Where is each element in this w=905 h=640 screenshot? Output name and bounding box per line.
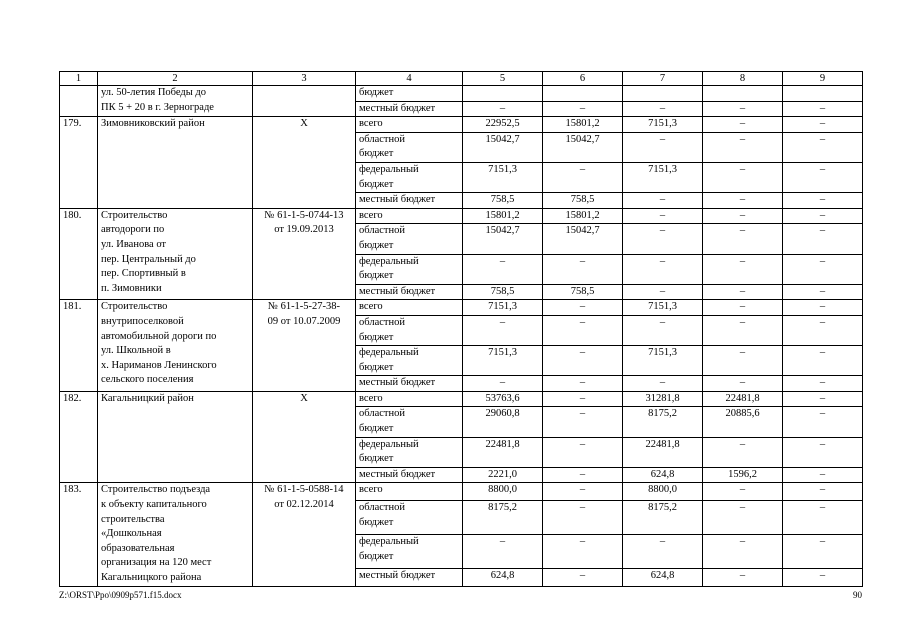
- funding-source-cell: всего: [356, 391, 463, 407]
- col-header: 8: [703, 72, 783, 86]
- value-cell: –: [783, 407, 863, 437]
- value-cell: 758,5: [463, 284, 543, 300]
- value-cell: –: [783, 208, 863, 224]
- page-number: 90: [853, 590, 862, 600]
- funding-source-cell: местный бюджет: [356, 193, 463, 209]
- funding-source-cell: областной бюджет: [356, 132, 463, 162]
- value-cell: 15801,2: [463, 208, 543, 224]
- value-cell: –: [543, 254, 623, 284]
- value-cell: [543, 86, 623, 102]
- value-cell: –: [543, 569, 623, 587]
- value-cell: 15042,7: [463, 224, 543, 254]
- value-cell: 7151,3: [623, 117, 703, 133]
- value-cell: –: [703, 376, 783, 392]
- value-cell: –: [783, 437, 863, 467]
- funding-source-cell: всего: [356, 300, 463, 316]
- funding-source-cell: всего: [356, 208, 463, 224]
- value-cell: –: [783, 132, 863, 162]
- value-cell: 7151,3: [463, 346, 543, 376]
- value-cell: –: [783, 391, 863, 407]
- table-row: [60, 86, 863, 102]
- value-cell: –: [703, 117, 783, 133]
- funding-source-cell: местный бюджет: [356, 467, 463, 483]
- funding-source-cell: федеральный бюджет: [356, 437, 463, 467]
- funding-source-cell: местный бюджет: [356, 376, 463, 392]
- value-cell: 22481,8: [623, 437, 703, 467]
- value-cell: 8175,2: [463, 501, 543, 535]
- funding-source-cell: местный бюджет: [356, 101, 463, 117]
- value-cell: –: [703, 162, 783, 192]
- value-cell: –: [623, 101, 703, 117]
- value-cell: 2221,0: [463, 467, 543, 483]
- value-cell: 758,5: [463, 193, 543, 209]
- value-cell: –: [623, 254, 703, 284]
- item-name-cell: Строительство внутрипоселковой автомобильной дороги по ул. Школьной в х. Нариманов Ленинского сельского поселения: [98, 300, 253, 392]
- value-cell: –: [703, 101, 783, 117]
- value-cell: [783, 86, 863, 102]
- funding-source-cell: областной бюджет: [356, 315, 463, 345]
- value-cell: –: [463, 315, 543, 345]
- value-cell: –: [543, 535, 623, 569]
- value-cell: –: [623, 132, 703, 162]
- value-cell: –: [623, 224, 703, 254]
- item-name-cell: Зимовниковский район: [98, 117, 253, 209]
- col-header: 2: [98, 72, 253, 86]
- value-cell: –: [703, 501, 783, 535]
- value-cell: 15801,2: [543, 208, 623, 224]
- table-row: [60, 117, 863, 133]
- document-cell: Х: [253, 391, 356, 483]
- value-cell: 8175,2: [623, 501, 703, 535]
- document-cell: № 61-1-5-27-38- 09 от 10.07.2009: [253, 300, 356, 392]
- value-cell: 758,5: [543, 284, 623, 300]
- value-cell: 29060,8: [463, 407, 543, 437]
- value-cell: –: [703, 284, 783, 300]
- item-number-cell: 179.: [60, 117, 98, 209]
- value-cell: –: [623, 284, 703, 300]
- funding-source-cell: областной бюджет: [356, 501, 463, 535]
- item-name-cell: Строительство подъезда к объекту капитального строительства «Дошкольная образовательная организация на 120 мест Кагальницкого района: [98, 483, 253, 586]
- value-cell: 15042,7: [543, 224, 623, 254]
- value-cell: [463, 86, 543, 102]
- value-cell: –: [543, 162, 623, 192]
- item-number-cell: 182.: [60, 391, 98, 483]
- value-cell: –: [783, 501, 863, 535]
- table-row: [60, 483, 863, 501]
- table-body: [60, 72, 863, 587]
- value-cell: 22481,8: [463, 437, 543, 467]
- item-number-cell: 183.: [60, 483, 98, 586]
- funding-source-cell: всего: [356, 117, 463, 133]
- value-cell: –: [543, 315, 623, 345]
- value-cell: –: [703, 224, 783, 254]
- value-cell: 20885,6: [703, 407, 783, 437]
- value-cell: –: [543, 391, 623, 407]
- item-number-cell: [60, 86, 98, 117]
- value-cell: –: [703, 208, 783, 224]
- file-path: Z:\ORST\Ppo\0909p571.f15.docx: [59, 590, 182, 600]
- value-cell: 8800,0: [623, 483, 703, 501]
- item-number-cell: 181.: [60, 300, 98, 392]
- value-cell: –: [623, 376, 703, 392]
- table-row: [60, 208, 863, 224]
- document-cell: № 61-1-5-0744-13 от 19.09.2013: [253, 208, 356, 300]
- value-cell: 7151,3: [623, 300, 703, 316]
- value-cell: –: [703, 535, 783, 569]
- col-header: 3: [253, 72, 356, 86]
- value-cell: –: [623, 315, 703, 345]
- value-cell: 15042,7: [463, 132, 543, 162]
- value-cell: –: [623, 535, 703, 569]
- value-cell: –: [703, 437, 783, 467]
- funding-source-cell: федеральный бюджет: [356, 162, 463, 192]
- value-cell: –: [543, 346, 623, 376]
- value-cell: –: [463, 101, 543, 117]
- value-cell: –: [783, 467, 863, 483]
- value-cell: 624,8: [623, 569, 703, 587]
- funding-source-cell: местный бюджет: [356, 569, 463, 587]
- funding-source-cell: областной бюджет: [356, 224, 463, 254]
- value-cell: 22481,8: [703, 391, 783, 407]
- value-cell: 7151,3: [463, 162, 543, 192]
- value-cell: –: [623, 208, 703, 224]
- value-cell: –: [783, 117, 863, 133]
- value-cell: –: [783, 346, 863, 376]
- item-name-cell: ул. 50-летия Победы до ПК 5 + 20 в г. Зернограде: [98, 86, 253, 117]
- value-cell: –: [463, 376, 543, 392]
- funding-source-cell: всего: [356, 483, 463, 501]
- value-cell: –: [543, 467, 623, 483]
- col-header: 9: [783, 72, 863, 86]
- value-cell: 7151,3: [623, 162, 703, 192]
- value-cell: –: [463, 535, 543, 569]
- budget-table: [59, 71, 863, 587]
- value-cell: [703, 86, 783, 102]
- value-cell: 22952,5: [463, 117, 543, 133]
- value-cell: –: [783, 254, 863, 284]
- funding-source-cell: федеральный бюджет: [356, 535, 463, 569]
- value-cell: 15042,7: [543, 132, 623, 162]
- value-cell: 758,5: [543, 193, 623, 209]
- value-cell: –: [783, 376, 863, 392]
- value-cell: 7151,3: [463, 300, 543, 316]
- value-cell: 8175,2: [623, 407, 703, 437]
- table-row: [60, 391, 863, 407]
- value-cell: 31281,8: [623, 391, 703, 407]
- value-cell: –: [703, 569, 783, 587]
- value-cell: 7151,3: [623, 346, 703, 376]
- document-cell: Х: [253, 117, 356, 209]
- value-cell: [623, 86, 703, 102]
- value-cell: –: [543, 376, 623, 392]
- funding-source-cell: федеральный бюджет: [356, 254, 463, 284]
- value-cell: –: [783, 300, 863, 316]
- value-cell: 624,8: [623, 467, 703, 483]
- column-numbers-row: [60, 72, 863, 86]
- item-name-cell: Строительство автодороги по ул. Иванова от пер. Центральный до пер. Спортивный в п. Зимовники: [98, 208, 253, 300]
- value-cell: –: [783, 224, 863, 254]
- document-cell: № 61-1-5-0588-14 от 02.12.2014: [253, 483, 356, 586]
- value-cell: –: [783, 569, 863, 587]
- value-cell: –: [543, 101, 623, 117]
- value-cell: –: [783, 535, 863, 569]
- value-cell: 8800,0: [463, 483, 543, 501]
- value-cell: –: [543, 407, 623, 437]
- value-cell: 624,8: [463, 569, 543, 587]
- value-cell: –: [783, 284, 863, 300]
- value-cell: –: [703, 254, 783, 284]
- value-cell: 1596,2: [703, 467, 783, 483]
- value-cell: 53763,6: [463, 391, 543, 407]
- value-cell: –: [783, 101, 863, 117]
- funding-source-cell: бюджет: [356, 86, 463, 102]
- value-cell: –: [703, 300, 783, 316]
- value-cell: –: [783, 483, 863, 501]
- col-header: 6: [543, 72, 623, 86]
- item-name-cell: Кагальницкий район: [98, 391, 253, 483]
- funding-source-cell: федеральный бюджет: [356, 346, 463, 376]
- value-cell: –: [703, 346, 783, 376]
- value-cell: –: [783, 162, 863, 192]
- col-header: 4: [356, 72, 463, 86]
- value-cell: –: [703, 132, 783, 162]
- value-cell: –: [463, 254, 543, 284]
- col-header: 5: [463, 72, 543, 86]
- value-cell: –: [783, 193, 863, 209]
- value-cell: –: [543, 437, 623, 467]
- document-cell: [253, 86, 356, 117]
- value-cell: –: [543, 300, 623, 316]
- value-cell: –: [543, 501, 623, 535]
- table-row: [60, 300, 863, 316]
- item-number-cell: 180.: [60, 208, 98, 300]
- col-header: 7: [623, 72, 703, 86]
- funding-source-cell: областной бюджет: [356, 407, 463, 437]
- funding-source-cell: местный бюджет: [356, 284, 463, 300]
- value-cell: –: [703, 315, 783, 345]
- value-cell: –: [783, 315, 863, 345]
- value-cell: –: [623, 193, 703, 209]
- value-cell: –: [543, 483, 623, 501]
- col-header: 1: [60, 72, 98, 86]
- value-cell: –: [703, 193, 783, 209]
- value-cell: 15801,2: [543, 117, 623, 133]
- value-cell: –: [703, 483, 783, 501]
